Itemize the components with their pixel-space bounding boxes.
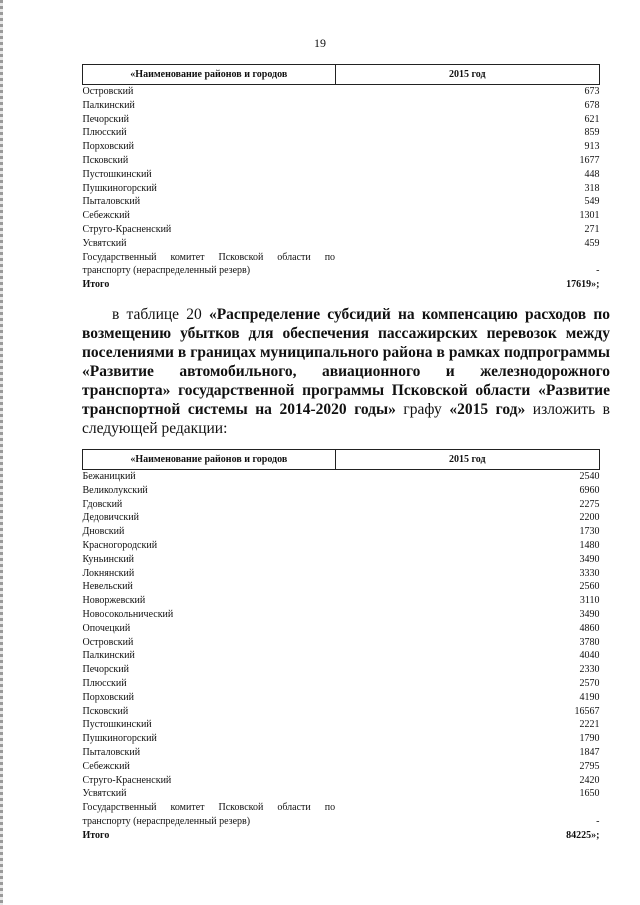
reserve-value: - — [596, 265, 600, 277]
row-value: 2560 — [579, 581, 600, 593]
table-header-row — [83, 65, 600, 85]
row-value: 3110 — [579, 595, 600, 607]
table-row — [83, 209, 600, 223]
row-name: Струго-Красненский — [82, 223, 172, 235]
row-value: 3330 — [579, 567, 600, 579]
row-value: 4190 — [579, 691, 600, 703]
row-value: 2200 — [579, 512, 600, 524]
row-value: 1847 — [579, 746, 600, 758]
row-value: 4040 — [579, 650, 600, 662]
reserve-name: Государственный комитет Псковской области по транспорту (нераспределенный резерв) — [82, 251, 336, 277]
row-name: Локнянский — [82, 567, 135, 579]
row-name: Печорский — [82, 113, 129, 125]
paragraph-prefix: в таблице 20 — [112, 306, 209, 323]
row-value: 459 — [584, 237, 600, 249]
data-table-2 — [82, 449, 600, 843]
table-row — [83, 649, 600, 663]
row-value: 1301 — [579, 210, 600, 222]
table-row — [83, 511, 600, 525]
row-value: 2330 — [579, 664, 600, 676]
table-row — [83, 154, 600, 168]
table-row — [83, 787, 600, 801]
row-name: Дедовичский — [82, 512, 139, 524]
row-value: 1650 — [579, 788, 600, 800]
row-name: Великолукский — [82, 484, 148, 496]
row-value: 3490 — [579, 608, 600, 620]
row-name: Новосокольнический — [82, 608, 174, 620]
table-row — [83, 718, 600, 732]
paragraph-suffix: изложить в следующей редакции: — [82, 401, 611, 437]
body-paragraph — [82, 305, 610, 438]
row-value: 2570 — [579, 677, 600, 689]
total-value: 17619»; — [566, 279, 600, 291]
table-row — [83, 140, 600, 154]
row-name: Себежский — [82, 210, 130, 222]
row-name: Островский — [82, 636, 134, 648]
row-value: 3490 — [579, 553, 600, 565]
table-row — [83, 567, 600, 581]
row-name: Пыталовский — [82, 196, 141, 208]
row-name: Пустошкинский — [82, 168, 152, 180]
reserve-row — [83, 801, 600, 829]
table-row — [83, 608, 600, 622]
row-name: Палкинский — [82, 99, 135, 111]
reserve-value: - — [596, 815, 600, 827]
row-value: 4860 — [579, 622, 600, 634]
row-name: Пыталовский — [82, 746, 141, 758]
table-row — [83, 484, 600, 498]
row-name: Плюсский — [82, 127, 127, 139]
row-name: Усвятский — [82, 237, 127, 249]
scan-edge — [0, 0, 3, 905]
row-name: Новоржевский — [82, 595, 146, 607]
reserve-row — [83, 251, 600, 279]
column-header-name: «Наименование районов и городов — [83, 65, 336, 85]
row-value: 621 — [584, 113, 600, 125]
table-row — [83, 195, 600, 209]
table-row — [83, 525, 600, 539]
row-value: 2540 — [579, 471, 600, 482]
row-name: Пушкиногорский — [82, 182, 157, 194]
total-row — [83, 278, 600, 292]
table-body — [83, 85, 600, 292]
row-name: Струго-Красненский — [82, 774, 172, 786]
total-label: Итого — [82, 279, 110, 291]
table-row — [83, 168, 600, 182]
row-value: 6960 — [579, 484, 600, 496]
table-header-row — [83, 450, 600, 470]
table-row — [83, 636, 600, 650]
total-row — [83, 829, 600, 843]
table-row — [83, 622, 600, 636]
row-value: 1480 — [579, 539, 600, 551]
row-value: 673 — [584, 86, 600, 97]
table-row — [83, 774, 600, 788]
table-row — [83, 539, 600, 553]
table-row — [83, 746, 600, 760]
row-value: 271 — [584, 223, 600, 235]
row-value: 1677 — [579, 154, 600, 166]
row-name: Островский — [82, 86, 134, 97]
total-label: Итого — [82, 829, 110, 841]
row-name: Гдовский — [82, 498, 123, 510]
row-name: Плюсский — [82, 677, 127, 689]
table-row — [83, 126, 600, 140]
row-value: 913 — [584, 141, 600, 153]
row-value: 318 — [584, 182, 600, 194]
page-number: 19 — [314, 36, 326, 50]
table-row — [83, 553, 600, 567]
row-value: 678 — [584, 99, 600, 111]
row-name: Опочецкий — [82, 622, 131, 634]
table-row — [83, 498, 600, 512]
table-row — [83, 677, 600, 691]
paragraph-middle: графу — [395, 401, 450, 418]
row-name: Порховский — [82, 691, 135, 703]
column-header-year: 2015 год — [335, 450, 599, 470]
table-row — [83, 580, 600, 594]
row-name: Псковский — [82, 154, 129, 166]
table-row — [83, 594, 600, 608]
row-name: Красногородский — [82, 539, 158, 551]
row-name: Пушкиногорский — [82, 733, 157, 745]
table-row — [83, 705, 600, 719]
row-name: Бежаницкий — [82, 471, 136, 482]
row-value: 2275 — [579, 498, 600, 510]
table-row — [83, 470, 600, 484]
reserve-name: Государственный комитет Псковской области по транспорту (нераспределенный резерв) — [82, 802, 336, 827]
row-value: 859 — [584, 127, 600, 139]
row-value: 2221 — [579, 719, 600, 731]
row-name: Псковский — [82, 705, 129, 717]
paragraph-column-name: «2015 год» — [449, 401, 526, 418]
table-row — [83, 760, 600, 774]
row-value: 2420 — [579, 774, 600, 786]
total-value: 84225»; — [566, 829, 600, 841]
table-row — [83, 182, 600, 196]
row-name: Порховский — [82, 141, 135, 153]
row-value: 3780 — [579, 636, 600, 648]
table-row — [83, 691, 600, 705]
table-body — [83, 470, 600, 843]
row-name: Пустошкинский — [82, 719, 152, 731]
paragraph-table-title: «Распределение субсидий на компенсацию расходов по возмещению убытков для обеспечения пассажирских перевозок между поселениями в границах муниципального района в рамках подпрограммы «Развитие автомобильного, авиационного и железнодорожного транспорта» государственной программы Псковской области «Развитие транспортной системы на 2014-2020 годы» — [82, 306, 610, 418]
row-value: 2795 — [579, 760, 600, 772]
row-name: Дновский — [82, 526, 125, 538]
row-value: 1790 — [579, 733, 600, 745]
row-name: Усвятский — [82, 788, 127, 800]
row-value: 448 — [584, 168, 600, 180]
row-value: 16567 — [574, 705, 600, 717]
row-name: Себежский — [82, 760, 130, 772]
row-name: Невельский — [82, 581, 133, 593]
table-row — [83, 237, 600, 251]
row-value: 1730 — [579, 526, 600, 538]
table-row — [83, 85, 600, 99]
table-row — [83, 663, 600, 677]
row-value: 549 — [584, 196, 600, 208]
row-name: Палкинский — [82, 650, 135, 662]
row-name: Печорский — [82, 664, 129, 676]
table-row — [83, 223, 600, 237]
row-name: Куньинский — [82, 553, 135, 565]
table-row — [83, 99, 600, 113]
column-header-name: «Наименование районов и городов — [83, 450, 336, 470]
data-table-1 — [82, 64, 600, 292]
table-row — [83, 732, 600, 746]
table-row — [83, 113, 600, 127]
column-header-year: 2015 год — [335, 65, 599, 85]
